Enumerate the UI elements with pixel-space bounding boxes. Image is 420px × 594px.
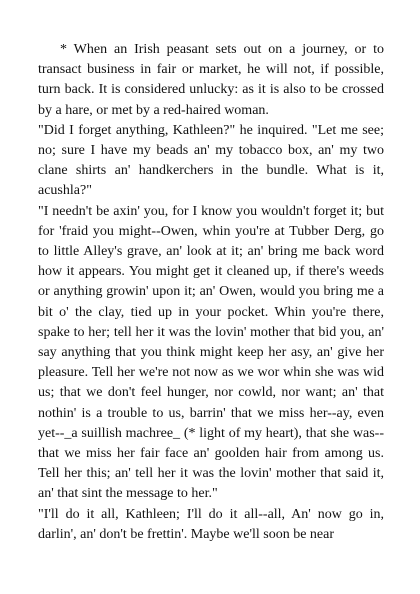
dialogue-paragraph-reply: "I'll do it all, Kathleen; I'll do it all--all, An' now go in, darlin', an' don't be frettin'. Maybe we'll soon be near	[38, 506, 384, 542]
dialogue-paragraph-kathleen: "I needn't be axin' you, for I know you wouldn't forget it; but for 'fraid you might--Owen, whin you're at Tubber Derg, go to little Alley's grave, an' look at it; an' bring me back word how it appears. You might get it cleaned up, if there's weeds or anything growin' upon it; an' Owen, would you bring me a bit o' the clay, tied up in your pocket. Whin you're there, spake to her; tell her it was the lovin' mother that bid you, an' say anything that you think might keep her asy, an' give her pleasure. Tell her we're not now as we wor whin she was wid us; that we don't feel hunger, nor cowld, nor want; an' that nothin' is a trouble to us, barrin' that we miss her--ay, even yet--_a suillish machree_ (* light of my heart), that she was--that we miss her fair face an' goolden hair from among us. Tell her this; an' tell her it was the lovin' mother that said it, an' that sint the message to her."	[38, 203, 384, 502]
dialogue-paragraph-owen: "Did I forget anything, Kathleen?" he inquired. "Let me see; no; sure I have my beads an' my tobacco box, an' my two clane shirts an' handkerchers in the bundle. What is it, acushla?"	[38, 122, 384, 199]
footnote-paragraph: * When an Irish peasant sets out on a journey, or to transact business in fair or market, he will not, if possible, turn back. It is considered unlucky: as it is also to be crossed by a hare, or met by a red-haired woman.	[38, 42, 384, 118]
document-page	[38, 40, 384, 545]
